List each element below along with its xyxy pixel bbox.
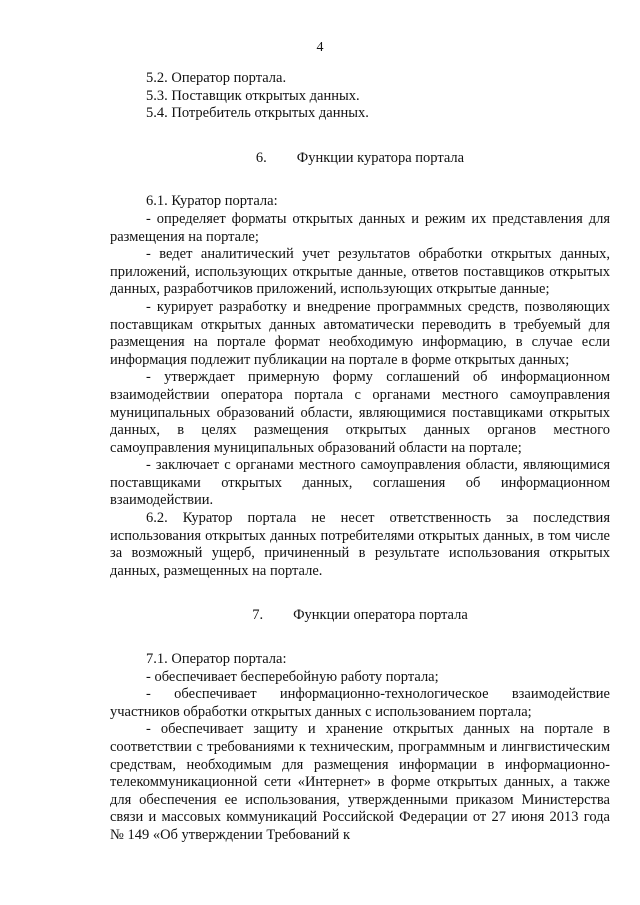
section-number: 7. <box>252 607 264 624</box>
bullet-item: - курирует разработку и внедрение программных средств, позволяющих поставщикам открытых данных автоматически переводить в требуемый для размещения на портале формат необходимую информацию, в случае если информация подлежит публикации на портале в форме открытых данных; <box>110 298 610 368</box>
bullet-item: - утверждает примерную форму соглашений об информационном взаимодействии оператора портала с органами местного самоуправления муниципальных образований области, являющимися поставщиками открытых данных, в целях размещения открытых данных органов местного самоуправления муниципальных образований области на портале; <box>110 369 610 456</box>
section-7-heading <box>110 607 610 625</box>
bullet-item: - определяет форматы открытых данных и режим их представления для размещения на портале; <box>110 210 610 245</box>
section-number: 6. <box>255 149 267 166</box>
bullet-item: - обеспечивает защиту и хранение открытых данных на портале в соответствии с требованиями к техническим, программным и лингвистическим средствам, необходимым для размещения информации в информационно-телекоммуникационной сети «Интернет» в форме открытых данных, а также для обеспечения ее использования, утвержденными приказом Министерства связи и массовых коммуникаций Российской Федерации от 27 июня 2013 года № 149 «Об утверждении Требований к <box>110 721 610 843</box>
bullet-item: - обеспечивает информационно-технологическое взаимодействие участников обработки открытых данных с использованием портала; <box>110 686 610 720</box>
list-item: 5.2. Оператор портала. <box>146 70 287 86</box>
list-item: 5.3. Поставщик открытых данных. <box>146 87 360 104</box>
section-title: Функции оператора портала <box>293 607 468 624</box>
paragraph: 6.1. Куратор портала: <box>146 193 278 210</box>
section-6-heading <box>110 150 610 168</box>
paragraph: 7.1. Оператор портала: <box>146 651 287 668</box>
bullet-item: - обеспечивает бесперебойную работу портала; <box>146 668 439 685</box>
page-number: 4 <box>316 40 324 55</box>
paragraph: 6.2. Куратор портала не несет ответственность за последствия использования открытых данных потребителями открытых данных, в том числе за возможный ущерб, причиненный в результате использования открытых данных, размещенных на портале. <box>110 510 610 579</box>
document-body <box>110 70 610 845</box>
section-title: Функции куратора портала <box>296 149 465 166</box>
bullet-item: - заключает с органами местного самоуправления области, являющимися поставщиками открытых данных, соглашения об информационном взаимодействии. <box>110 457 610 509</box>
list-item: 5.4. Потребитель открытых данных. <box>146 105 369 122</box>
bullet-item: - ведет аналитический учет результатов обработки открытых данных, приложений, использующих открытые данные, ответов поставщиков открытых данных, разработчиков приложений, использующих открытые данные; <box>110 246 610 298</box>
